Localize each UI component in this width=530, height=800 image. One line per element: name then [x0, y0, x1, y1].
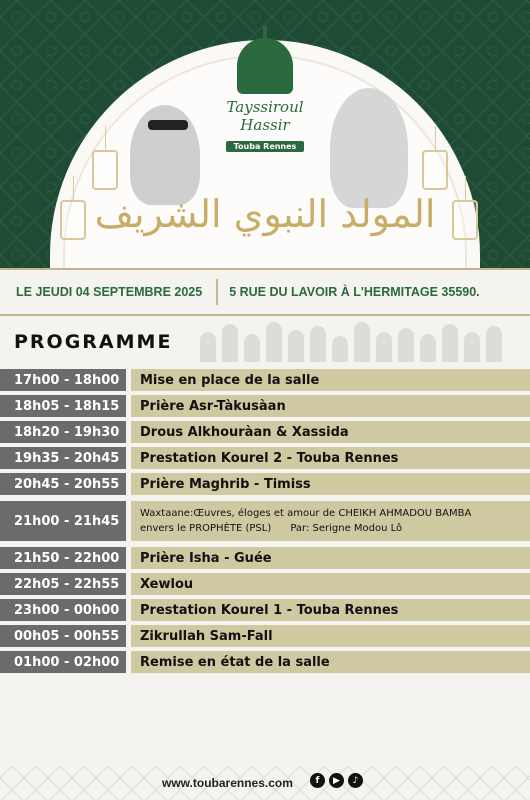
activity: Xewlou [131, 573, 530, 595]
activity: Prière Asr-Tàkusàan [131, 395, 530, 417]
activity: Prestation Kourel 1 - Touba Rennes [131, 599, 530, 621]
activity: Mise en place de la salle [131, 369, 530, 391]
arabic-calligraphy: المولد النبوي الشريف [94, 192, 436, 236]
programme-row [0, 421, 530, 443]
logo-subtitle: Touba Rennes [226, 141, 305, 152]
programme-row [0, 573, 530, 595]
event-address: 5 RUE DU LAVOIR À L'HERMITAGE 35590. [229, 285, 480, 299]
activity: Prestation Kourel 2 - Touba Rennes [131, 447, 530, 469]
activity: Prière Isha - Guée [131, 547, 530, 569]
divider [216, 279, 218, 305]
activity-line: Waxtaane:Œuvres, éloges et amour de CHEIKH AHMADOU BAMBA [140, 508, 472, 519]
sunglasses [148, 120, 188, 130]
programme-row [0, 501, 530, 541]
logo [205, 38, 325, 153]
time-slot: 00h05 - 00h55 [0, 625, 126, 647]
time-slot: 22h05 - 22h55 [0, 573, 126, 595]
time-slot: 18h05 - 18h15 [0, 395, 126, 417]
programme-row [0, 625, 530, 647]
facebook-icon[interactable]: f [310, 773, 325, 788]
time-slot: 21h50 - 22h00 [0, 547, 126, 569]
mosque-silhouette [200, 318, 530, 362]
programme-list [0, 369, 530, 677]
social-icons [310, 773, 363, 788]
activity: Remise en état de la salle [131, 651, 530, 673]
header-banner [0, 0, 530, 268]
youtube-icon[interactable]: ▶ [329, 773, 344, 788]
programme-row [0, 447, 530, 469]
lantern-icon [92, 150, 118, 190]
programme-row [0, 651, 530, 673]
tiktok-icon[interactable]: ♪ [348, 773, 363, 788]
activity-line: envers le PROPHÈTE (PSL) Par: Serigne Modou Lô [140, 523, 403, 534]
programme-row [0, 473, 530, 495]
event-info-bar [0, 268, 530, 316]
programme-row [0, 395, 530, 417]
time-slot: 01h00 - 02h00 [0, 651, 126, 673]
activity [131, 501, 530, 541]
activity: Prière Maghrib - Timiss [131, 473, 530, 495]
time-slot: 20h45 - 20h55 [0, 473, 126, 495]
time-slot: 19h35 - 20h45 [0, 447, 126, 469]
lantern-icon [422, 150, 448, 190]
time-slot: 17h00 - 18h00 [0, 369, 126, 391]
programme-row [0, 369, 530, 391]
portrait-right [330, 88, 408, 208]
logo-title: Tayssiroul Hassir [226, 98, 304, 134]
mosque-dome-icon [237, 38, 293, 94]
time-slot: 21h00 - 21h45 [0, 501, 126, 541]
programme-row [0, 599, 530, 621]
activity: Zikrullah Sam-Fall [131, 625, 530, 647]
time-slot: 23h00 - 00h00 [0, 599, 126, 621]
programme-row [0, 547, 530, 569]
activity: Drous Alkhouràan & Xassida [131, 421, 530, 443]
website-link[interactable]: www.toubarennes.com [162, 776, 293, 790]
event-date: LE JEUDI 04 SEPTEMBRE 2025 [16, 285, 203, 299]
programme-title: PROGRAMME [14, 331, 173, 353]
time-slot: 18h20 - 19h30 [0, 421, 126, 443]
